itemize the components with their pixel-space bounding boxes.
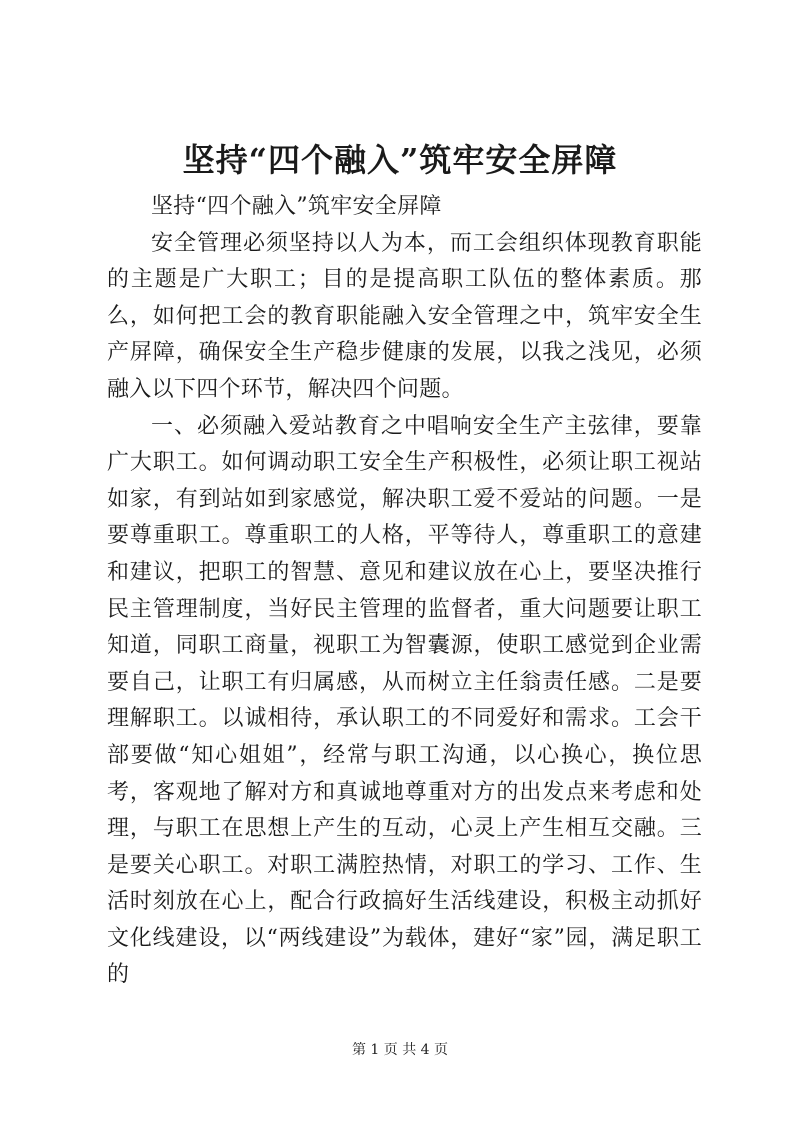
- document-body: [107, 189, 702, 994]
- body-paragraph-section-one: 一、必须融入爱站教育之中唱响安全生产主弦律，要靠广大职工。如何调动职工安全生产积极性，必须让职工视站如家，有到站如到家感觉，解决职工爱不爱站的问题。一是要尊重职工。尊重职工的人格，平等待人，尊重职工的意建和建议，把职工的智慧、意见和建议放在心上，要坚决推行民主管理制度，当好民主管理的监督者，重大问题要让职工知道，同职工商量，视职工为智囊源，使职工感觉到企业需要自己，让职工有归属感，从而树立主任翁责任感。二是要理解职工。以诚相待，承认职工的不同爱好和需求。工会干部要做“知心姐姐”，经常与职工沟通，以心换心，换位思考，客观地了解对方和真诚地尊重对方的出发点来考虑和处理，与职工在思想上产生的互动，心灵上产生相互交融。三是要关心职工。对职工满腔热情，对职工的学习、工作、生活时刻放在心上，配合行政搞好生活线建设，积极主动抓好文化线建设，以“两线建设”为载体，建好“家”园，满足职工的: [107, 413, 702, 988]
- page-footer: 第 1 页 共 4 页: [351, 1042, 449, 1058]
- document-title: 坚持“四个融入”筑牢安全屏障: [182, 141, 618, 179]
- subtitle-paragraph: 坚持“四个融入”筑牢安全屏障: [151, 194, 442, 219]
- body-paragraph-intro: 安全管理必须坚持以人为本，而工会组织体现教育职能的主题是广大职工；目的是提高职工队伍的整体素质。那么，如何把工会的教育职能融入安全管理之中，筑牢安全生产屏障，确保安全生产稳步健康的发展，以我之浅见，必须融入以下四个环节，解决四个问题。: [107, 230, 702, 402]
